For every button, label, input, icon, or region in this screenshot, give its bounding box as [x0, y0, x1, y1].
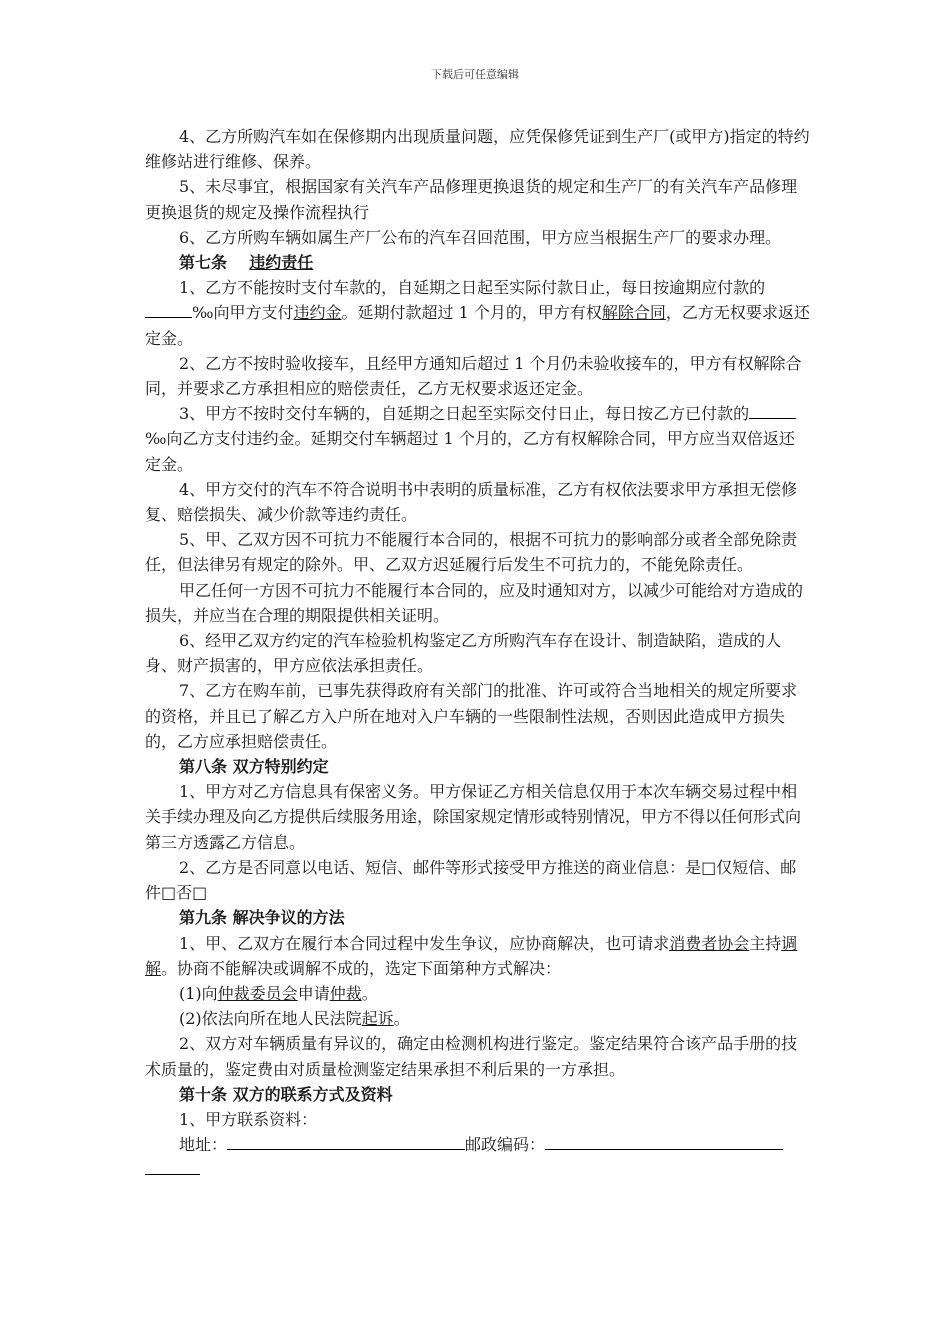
fill-blank[interactable] [749, 402, 796, 419]
postcode-field[interactable] [545, 1133, 783, 1150]
article-7-title: 违约责任 [249, 253, 314, 273]
link-terminate-contract[interactable]: 解除合同 [601, 303, 666, 323]
clause-6-item-6: 6、乙方所购车辆如属生产厂公布的汽车召回范围，甲方应当根据生产厂的要求办理。 [179, 227, 782, 247]
clause-9-option-1: (1)向仲裁委员会申请仲裁。 [179, 983, 378, 1003]
clause-7-item-7: 7、乙方在购车前，已事先获得政府有关部门的批准、许可或符合当地相关的规定所要求的资格，并且已了解乙方入户所在地对入户车辆的一些限制性法规，否则因此造成甲方损失的，乙方应承担赔偿责任。 [145, 681, 798, 751]
link-mediation[interactable]: 调解 [145, 933, 798, 978]
clause-9-option-2: (2)依法向所在地人民法院起诉。 [179, 1009, 410, 1029]
clause-6-item-5: 5、未尽事宜，根据国家有关汽车产品修理更换退货的规定和生产厂的有关汽车产品修理更换退货的规定及操作流程执行 [145, 177, 798, 222]
postcode-field-overflow[interactable] [145, 1158, 200, 1175]
clause-8-item-1: 1、甲方对乙方信息具有保密义务。甲方保证乙方相关信息仅用于本次车辆交易过程中相关手续办理及向乙方提供后续服务用途，除国家规定情形或特别情况，甲方不得以任何形式向第三方透露乙方信息。 [145, 782, 802, 852]
clause-7-item-2: 2、乙方不按时验收接车，且经甲方通知后超过 1 个月仍未验收接车的，甲方有权解除合同，并要求乙方承担相应的赔偿责任，乙方无权要求返还定金。 [145, 353, 802, 399]
article-7-heading [145, 250, 810, 275]
clause-7-item-5: 5、甲、乙双方因不可抗力不能履行本合同的，根据不可抗力的影响部分或者全部免除责任，但法律另有规定的除外。甲、乙双方迟延履行后发生不可抗力的，不能免除责任。 [145, 530, 798, 575]
clause-10-item-1: 1、甲方联系资料： [179, 1109, 318, 1129]
clause-9-item-1: 1、甲、乙双方在履行本合同过程中发生争议，应协商解决，也可请求消费者协会主持调解。协商不能解决或调解不成的，选定下面第种方式解决： [145, 933, 798, 978]
address-label: 地址： [179, 1135, 228, 1155]
address-line [145, 1132, 810, 1157]
clause-7-item-6: 6、经甲乙双方约定的汽车检验机构鉴定乙方所购汽车存在设计、制造缺陷，造成的人身、财产损害的，甲方应依法承担责任。 [145, 631, 782, 676]
clause-7-item-4: 4、甲方交付的汽车不符合说明书中表明的质量标准，乙方有权依法要求甲方承担无偿修复、赔偿损失、减少价款等违约责任。 [145, 479, 798, 525]
link-arbitration-commission[interactable]: 仲裁委员会 [217, 983, 298, 1003]
link-arbitration[interactable]: 仲裁 [329, 983, 362, 1003]
postcode-field-continued [145, 1157, 810, 1182]
clause-8-item-2: 2、乙方是否同意以电话、短信、邮件等形式接受甲方推送的商业信息：是□仅短信、邮件□否□ [145, 857, 797, 903]
article-7-label: 第七条 [179, 253, 228, 273]
article-10-heading: 第十条 双方的联系方式及资料 [179, 1084, 393, 1104]
clause-7-force-majeure: 甲乙任何一方因不可抗力不能履行本合同的，应及时通知对方，以减少可能给对方造成的损失，并应当在合理的期限提供相关证明。 [145, 580, 804, 625]
page-header: 下载后可任意编辑 [431, 68, 519, 81]
fill-blank[interactable] [145, 301, 192, 318]
clause-9-item-2: 2、双方对车辆质量有异议的，确定由检测机构进行鉴定。鉴定结果符合该产品手册的技术质量的，鉴定费由对质量检测鉴定结果承担不利后果的一方承担。 [145, 1034, 798, 1079]
clause-7-item-1: 1、乙方不能按时支付车款的，自延期之日起至实际付款日止，每日按逾期应付款的‰向甲方支付违约金。延期付款超过 1 个月的，甲方有权解除合同，乙方无权要求返还定金。 [145, 278, 810, 348]
article-9-heading: 第九条 解决争议的方法 [179, 908, 345, 928]
postcode-label: 邮政编码： [465, 1135, 546, 1155]
address-field[interactable] [227, 1133, 465, 1150]
clause-6-item-4: 4、乙方所购汽车如在保修期内出现质量问题，应凭保修凭证到生产厂(或甲方)指定的特约维修站进行维修、保养。 [145, 127, 810, 172]
link-lawsuit[interactable]: 起诉 [361, 1009, 394, 1029]
article-8-heading: 第八条 双方特别约定 [179, 757, 329, 777]
document-body [145, 124, 810, 1183]
link-penalty[interactable]: 违约金 [293, 303, 342, 323]
clause-7-item-3: 3、甲方不按时交付车辆的，自延期之日起至实际交付日止，每日按乙方已付款的‰向乙方支付违约金。延期交付车辆超过 1 个月的，乙方有权解除合同，甲方应当双倍返还定金。 [145, 404, 795, 474]
link-consumer-association[interactable]: 消费者协会 [669, 933, 750, 953]
